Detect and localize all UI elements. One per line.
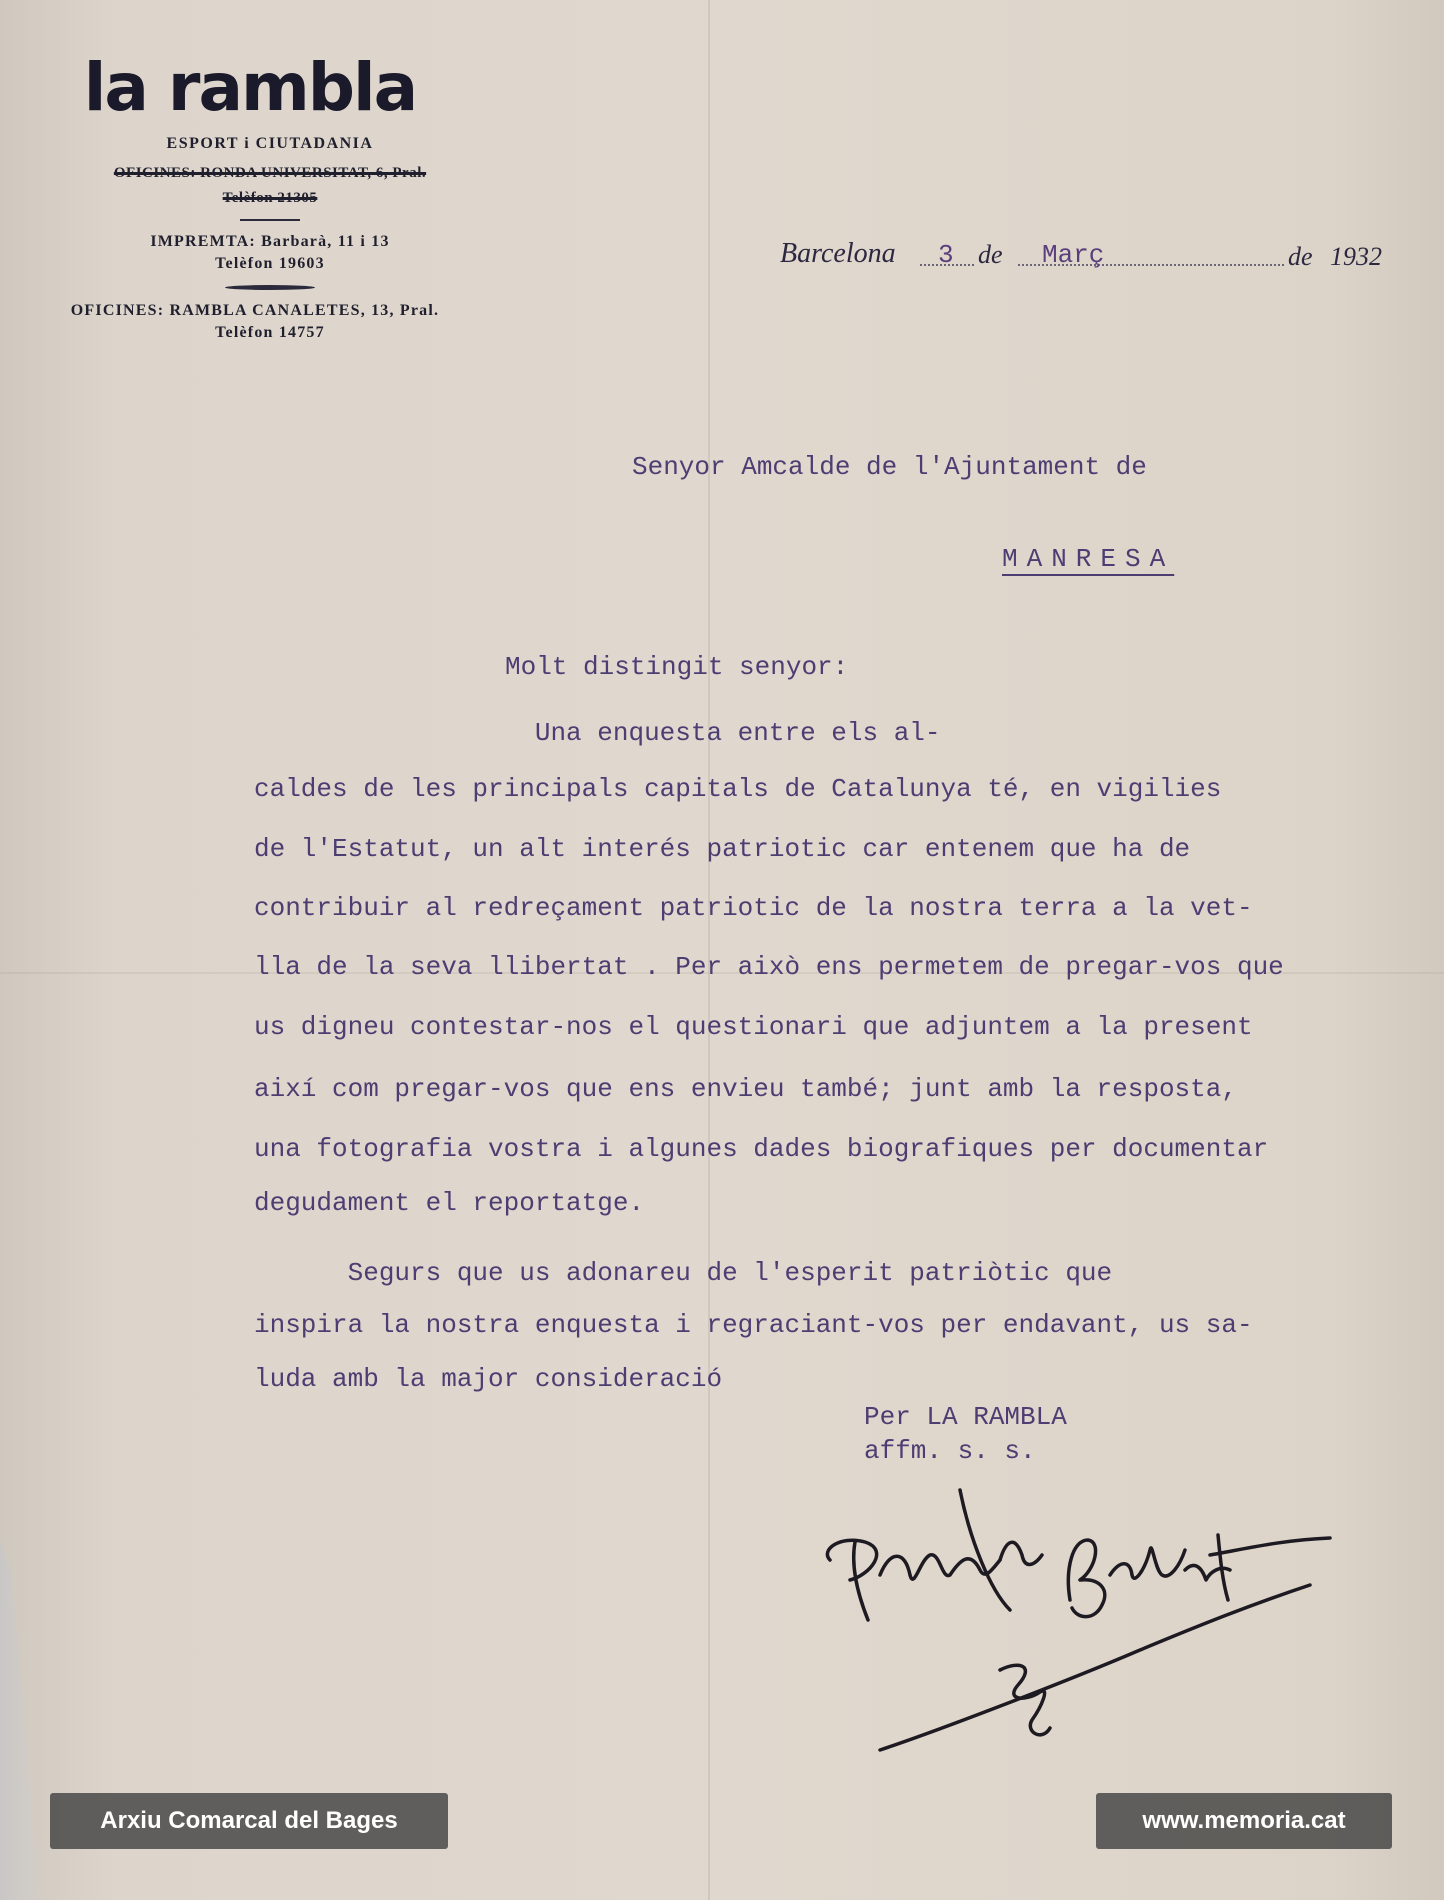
salutation: Molt distingit senyor: bbox=[505, 652, 849, 682]
date-day: 3 bbox=[938, 240, 954, 270]
letterhead-divider-thick bbox=[225, 285, 315, 290]
date-de: de bbox=[1288, 242, 1313, 271]
letter-date bbox=[780, 238, 1392, 278]
body-line: luda amb la major consideració bbox=[254, 1364, 723, 1394]
body-line: Segurs que us adonareu de l'esperit patriòtic que bbox=[254, 1258, 1113, 1288]
letterhead-tagline: ESPORT i CIUTADANIA bbox=[166, 135, 374, 152]
newspaper-logo: la rambla bbox=[83, 49, 417, 126]
body-line: inspira la nostra enquesta i regraciant-vos per endavant, us sa- bbox=[254, 1310, 1253, 1340]
site-watermark: www.memoria.cat bbox=[1096, 1793, 1392, 1849]
letterhead bbox=[40, 49, 500, 342]
body-line: Una enquesta entre els al- bbox=[254, 718, 941, 748]
body-line: de l'Estatut, un alt interés patriotic car entenem que ha de bbox=[254, 834, 1191, 864]
struck-office-phone: Telèfon 21305 bbox=[222, 190, 318, 206]
signoff-per: Per LA RAMBLA bbox=[864, 1402, 1067, 1432]
letterhead-divider bbox=[240, 219, 300, 221]
body-line: contribuir al redreçament patriotic de la nostra terra a la vet- bbox=[254, 893, 1253, 923]
date-month: Març bbox=[1042, 240, 1105, 270]
date-year: 1932 bbox=[1330, 242, 1382, 271]
body-line: així com pregar-vos que ens envieu també; junt amb la resposta, bbox=[254, 1074, 1237, 1104]
handwritten-signature bbox=[810, 1480, 1370, 1800]
struck-office-address: OFICINES: RONDA UNIVERSITAT, 6, Pral. bbox=[113, 165, 427, 181]
printing-address: IMPREMTA: Barbarà, 11 i 13 bbox=[150, 233, 390, 250]
date-de: de bbox=[978, 240, 1003, 269]
offices-address: OFICINES: RAMBLA CANALETES, 13, Pral. bbox=[70, 302, 440, 319]
date-city: Barcelona bbox=[780, 238, 896, 269]
body-line: us digneu contestar-nos el questionari que adjuntem a la present bbox=[254, 1012, 1253, 1042]
printing-phone: Telèfon 19603 bbox=[215, 255, 325, 272]
body-line: degudament el reportatge. bbox=[254, 1188, 645, 1218]
signoff-affm: affm. s. s. bbox=[864, 1436, 1036, 1466]
archive-watermark: Arxiu Comarcal del Bages bbox=[50, 1793, 448, 1849]
fold-crease-vertical bbox=[708, 0, 710, 1900]
recipient-line: Senyor Amcalde de l'Ajuntament de bbox=[632, 452, 1147, 482]
offices-phone: Telèfon 14757 bbox=[215, 324, 325, 341]
body-line: una fotografia vostra i algunes dades biografiques per documentar bbox=[254, 1134, 1269, 1164]
recipient-city: MANRESA bbox=[1002, 544, 1175, 574]
body-line: lla de la seva llibertat . Per això ens permetem de pregar-vos que bbox=[254, 952, 1284, 982]
body-line: caldes de les principals capitals de Catalunya té, en vigilies bbox=[254, 774, 1222, 804]
